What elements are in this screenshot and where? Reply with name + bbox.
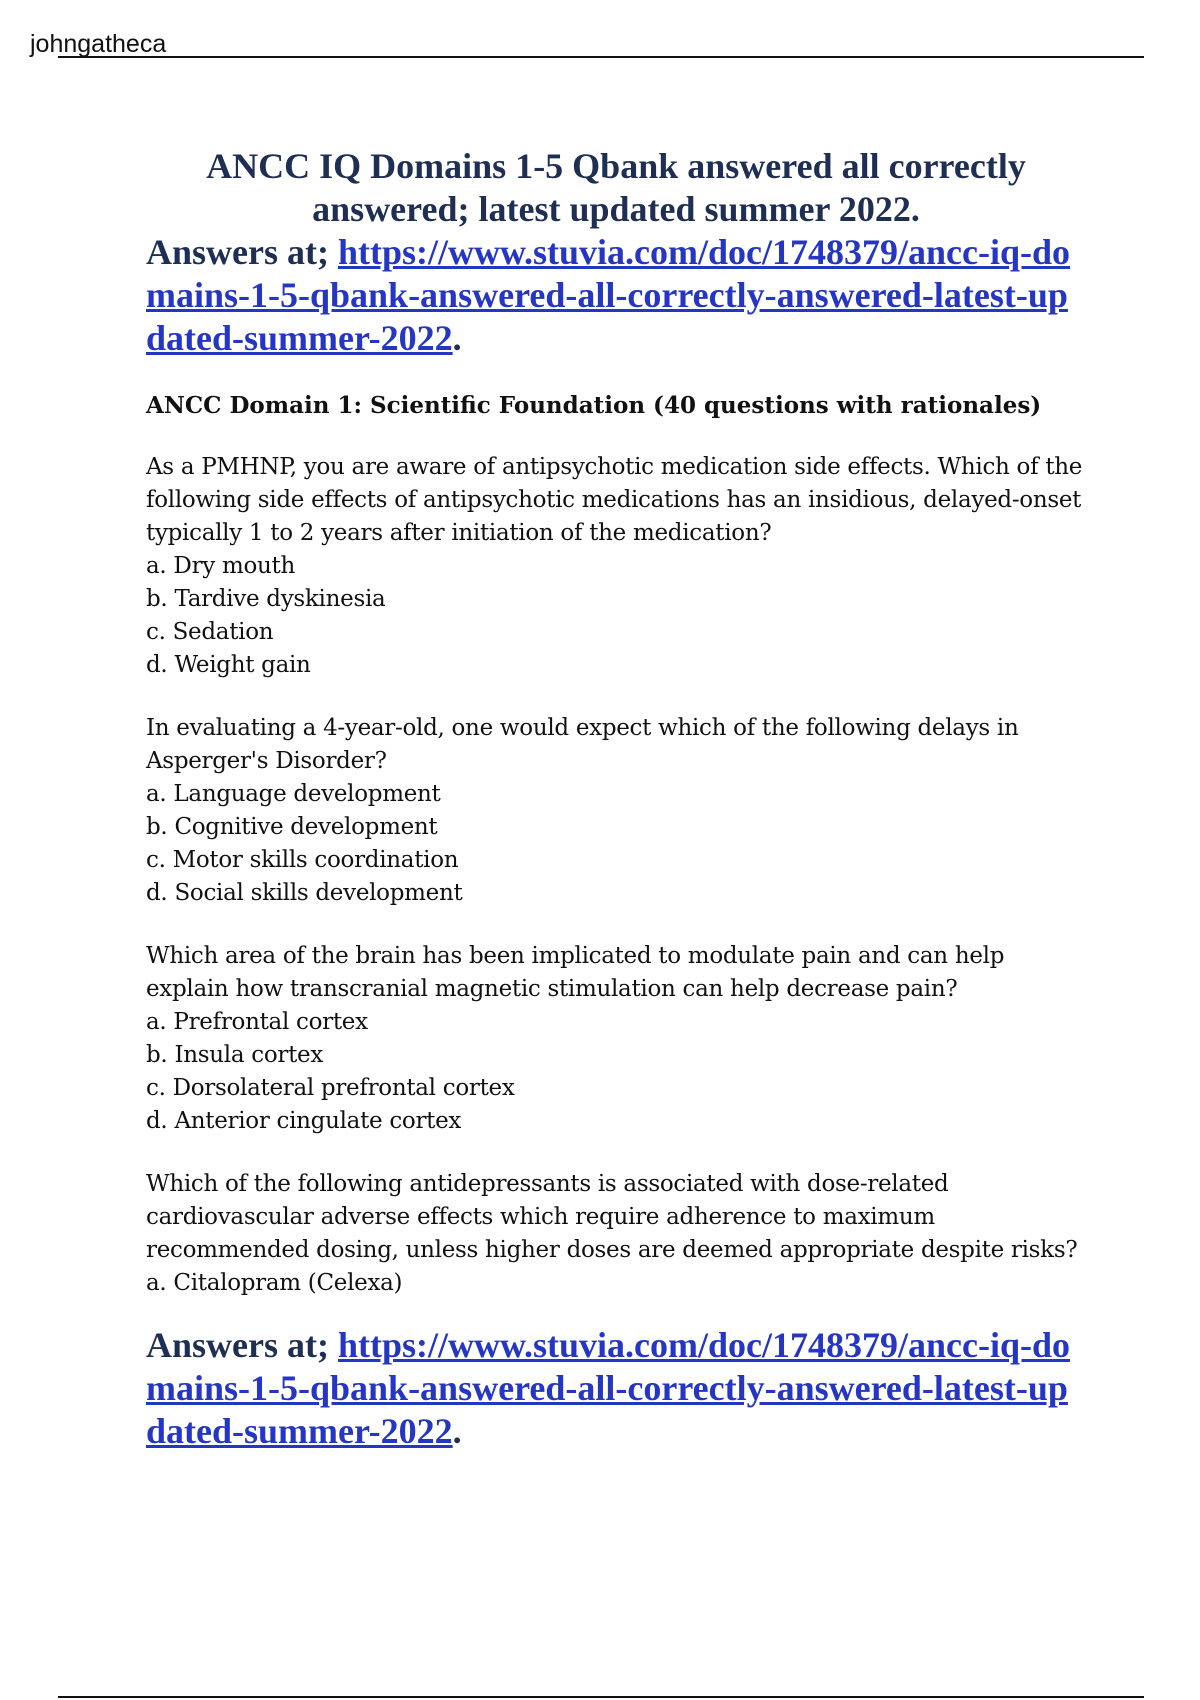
answer-option: d. Anterior cingulate cortex: [146, 1108, 462, 1134]
header-divider: [58, 56, 1144, 58]
question-stem: Which area of the brain has been implicated to modulate pain and can help explain how transcranial magnetic stimulation can help decrease pain?: [146, 943, 1005, 1002]
answer-option: c. Dorsolateral prefrontal cortex: [146, 1075, 515, 1101]
answer-option: a. Dry mouth: [146, 553, 295, 579]
question-stem: In evaluating a 4-year-old, one would expect which of the following delays in Asperger's Disorder?: [146, 715, 1019, 774]
domain-heading: ANCC Domain 1: Scientific Foundation (40 questions with rationales): [146, 392, 1042, 419]
answer-option: c. Motor skills coordination: [146, 847, 459, 873]
answer-option: b. Insula cortex: [146, 1042, 323, 1068]
answer-option: a. Prefrontal cortex: [146, 1009, 368, 1035]
question-block: [146, 940, 1086, 1138]
answer-option: d. Social skills development: [146, 880, 463, 906]
answer-option: b. Cognitive development: [146, 814, 438, 840]
answers-suffix: .: [452, 318, 462, 358]
answer-option: a. Language development: [146, 781, 441, 807]
answers-url-link[interactable]: https://www.stuvia.com/doc/1748379/ancc-iq-domains-1-5-qbank-answered-all-correctly-answered-latest-updated-summer-2022: [146, 1325, 1071, 1451]
question-block: [146, 712, 1086, 910]
question-stem: As a PMHNP, you are aware of antipsychotic medication side effects. Which of the following side effects of antipsychotic medications has an insidious, delayed-onset typically 1 to 2 years after initiation of the medication?: [146, 454, 1083, 546]
answer-option: b. Tardive dyskinesia: [146, 586, 386, 612]
question-block: [146, 1168, 1086, 1300]
title-line-1: ANCC IQ Domains 1-5 Qbank answered all correctly: [206, 146, 1026, 186]
answers-prefix: Answers at;: [146, 232, 338, 272]
answers-prefix: Answers at;: [146, 1325, 338, 1365]
question-block: [146, 451, 1086, 682]
answers-url-link[interactable]: https://www.stuvia.com/doc/1748379/ancc-iq-domains-1-5-qbank-answered-all-correctly-answered-latest-updated-summer-2022: [146, 232, 1071, 358]
document-body: [146, 145, 1086, 1453]
answers-link-top: [146, 231, 1086, 360]
uploader-name: johngatheca: [30, 30, 167, 58]
document-title: [146, 145, 1086, 231]
answers-suffix: .: [452, 1411, 462, 1451]
footer-divider: [58, 1696, 1144, 1698]
question-stem: Which of the following antidepressants is associated with dose-related cardiovascular adverse effects which require adherence to maximum recommended dosing, unless higher doses are deemed appropriate despite risks?: [146, 1171, 1078, 1263]
answer-option: d. Weight gain: [146, 652, 311, 678]
answers-link-bottom: [146, 1324, 1086, 1453]
answer-option: a. Citalopram (Celexa): [146, 1270, 403, 1296]
title-line-2: answered; latest updated summer 2022.: [312, 189, 920, 229]
answer-option: c. Sedation: [146, 619, 274, 645]
